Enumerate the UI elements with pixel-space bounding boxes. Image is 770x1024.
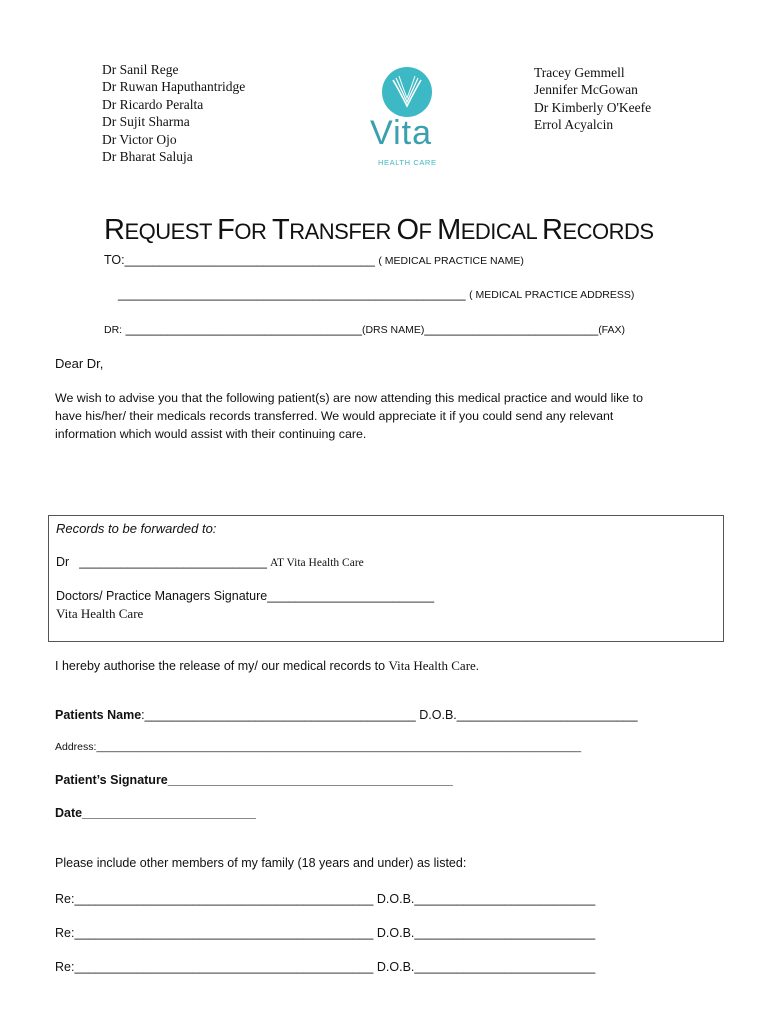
logo-wordmark: Vita <box>370 114 432 152</box>
family-dob-field[interactable]: __________________________ <box>414 926 596 940</box>
patient-dob-label: D.O.B. <box>419 708 457 722</box>
doctor-name: Jennifer McGowan <box>534 82 638 98</box>
practice-address-field[interactable]: __________________________________________________ <box>118 287 466 301</box>
letter-line: have his/her/ their medicals records transferred. We would appreciate it if you could send any relevant <box>55 409 614 424</box>
doctor-name: Dr Kimberly O'Keefe <box>534 99 652 115</box>
forward-dr-line <box>56 555 364 570</box>
letter-line: We wish to advise you that the following patient(s) are now attending this medical practice and would like to <box>55 391 643 405</box>
at-vita-label: AT Vita Health Care <box>270 557 364 569</box>
doctor-name: Dr Sanil Rege <box>102 62 179 77</box>
family-intro: Please include other members of my family (18 years and under) as listed: <box>55 856 467 870</box>
doctor-name: Dr Sujit Sharma <box>102 114 190 130</box>
practice-manager-signature-field[interactable]: ________________________ <box>267 589 435 603</box>
patient-signature-label: Patient’s Signature <box>55 773 168 787</box>
patient-signature-field[interactable]: _________________________________________ <box>167 773 453 787</box>
patient-name-line <box>55 708 638 722</box>
doctor-name: Dr Ricardo Peralta <box>102 96 204 112</box>
patient-address-field[interactable]: ___________________________________________________________________________________ <box>96 741 582 753</box>
family-dob-field[interactable]: __________________________ <box>414 892 596 906</box>
forward-dr-field[interactable]: ___________________________ <box>79 555 267 569</box>
authorise-text: I hereby authorise the release of my/ our medical records to <box>55 659 389 673</box>
left-doctor-list <box>102 61 245 165</box>
family-dob-label: D.O.B. <box>376 960 415 974</box>
family-re-label: Re: <box>55 926 75 940</box>
doctor-name: Dr Victor Ojo <box>102 131 177 147</box>
letter-body <box>55 389 735 444</box>
doctor-name: Tracey Gemmell <box>534 65 625 80</box>
date-label: Date <box>55 806 83 820</box>
authorise-statement <box>55 658 479 674</box>
family-dob-label: D.O.B. <box>376 892 415 906</box>
date-field[interactable]: _________________________ <box>82 806 256 820</box>
forward-dr-label: Dr <box>56 555 70 569</box>
family-dob-field[interactable]: __________________________ <box>414 960 596 974</box>
date-line <box>55 806 256 820</box>
family-dob-label: D.O.B. <box>376 926 415 940</box>
family-row <box>55 926 595 940</box>
practice-manager-signature-label: Doctors/ Practice Managers Signature <box>56 589 268 603</box>
authorise-vita: Vita Health Care. <box>388 658 480 673</box>
family-re-field[interactable]: ___________________________________________ <box>74 926 374 940</box>
records-forwarded-box <box>48 515 724 642</box>
vita-logo <box>366 62 448 172</box>
logo-tagline: HEALTH CARE <box>378 158 437 167</box>
family-re-field[interactable]: ___________________________________________ <box>74 892 374 906</box>
document-title: REQUEST FOR TRANSFER OF MEDICAL RECORDS <box>104 214 654 246</box>
family-re-label: Re: <box>55 892 75 906</box>
box-vita-label: Vita Health Care <box>56 606 144 621</box>
doctor-name: Dr Ruwan Haputhantridge <box>102 79 246 95</box>
practice-address-label: ( MEDICAL PRACTICE ADDRESS) <box>469 289 635 301</box>
practice-manager-signature-line <box>56 589 434 603</box>
doctor-name: Errol Acyalcin <box>534 117 614 133</box>
to-label: TO: <box>104 253 125 267</box>
practice-name-label: ( MEDICAL PRACTICE NAME) <box>378 255 524 267</box>
dr-line <box>104 322 625 336</box>
practice-address-line <box>118 287 634 301</box>
to-line <box>104 253 524 267</box>
to-field[interactable]: ____________________________________ <box>124 253 375 267</box>
patient-name-field[interactable]: :_______________________________________ <box>141 708 416 722</box>
right-doctor-list <box>534 64 651 134</box>
patient-dob-field[interactable]: __________________________ <box>456 708 638 722</box>
drs-name-field[interactable]: __________________________________ <box>125 322 362 336</box>
family-row <box>55 960 595 974</box>
salutation: Dear Dr, <box>55 356 104 371</box>
records-box-heading: Records to be forwarded to: <box>56 521 217 536</box>
patient-address-label: Address: <box>55 741 97 753</box>
fax-field[interactable]: _________________________ <box>424 322 599 336</box>
drs-name-label: (DRS NAME) <box>361 324 425 336</box>
fax-label: (FAX) <box>598 324 626 336</box>
family-re-field[interactable]: ___________________________________________ <box>74 960 374 974</box>
patient-signature-line <box>55 773 453 787</box>
family-row <box>55 892 595 906</box>
patient-name-label: Patients Name <box>55 708 142 722</box>
patient-address-line <box>55 741 581 753</box>
doctor-name: Dr Bharat Saluja <box>102 149 193 165</box>
letter-line: information which would assist with their continuing care. <box>55 427 367 442</box>
dr-label: DR: <box>104 324 123 336</box>
family-re-label: Re: <box>55 960 75 974</box>
